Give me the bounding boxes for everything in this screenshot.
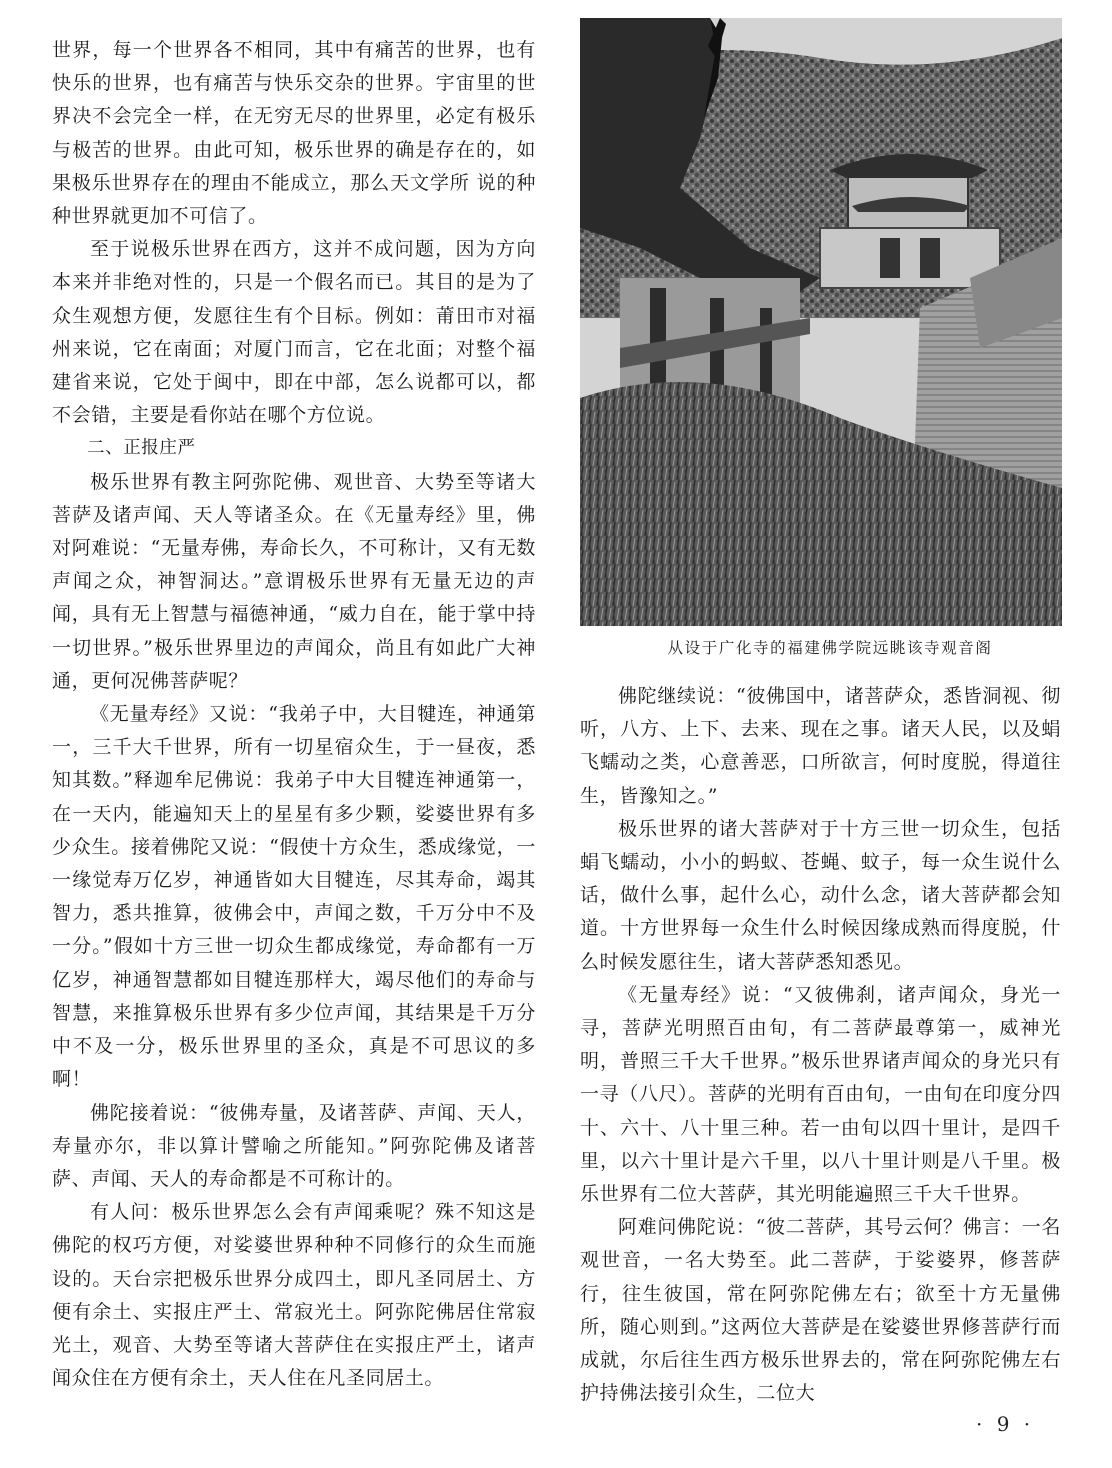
paragraph: 佛陀接着说：“彼佛寿量，及诸菩萨、声闻、天人，寿量亦尔，非以算计譬喻之所能知。”阿弥陀佛及诸菩萨、声闻、天人的寿命都是不可称计的。 xyxy=(52,1101,536,1190)
paragraph: 极乐世界的诸大菩萨对于十方三世一切众生，包括蜎飞蠕动，小小的蚂蚁、苍蝇、蚊子，每一众生说什么话，做什么事，起什么心，动什么念，诸大菩萨都会知道。十方世界每一众生什么时候因缘成熟而得度脱，什么时候发愿往生，诸大菩萨悉知悉见。 xyxy=(580,817,1061,973)
paragraph: 极乐世界有教主阿弥陀佛、观世音、大势至等诸大菩萨及诸声闻、天人等诸圣众。在《无量寿经》里，佛对阿难说：“无量寿佛，寿命长久，不可称计，又有无数声闻之众，神智洞达。”意谓极乐世界有无量无边的声闻，具有无上智慧与福德神通，“威力自在，能于掌中持一切世界。”极乐世界里边的声闻众，尚且有如此广大神通，更何况佛菩萨呢？ xyxy=(52,470,536,692)
paragraph: 世界，每一个世界各不相同，其中有痛苦的世界，也有快乐的世界，也有痛苦与快乐交杂的世界。宇宙里的世界决不会完全一样，在无穷无尽的世界里，必定有极乐与极苦的世界。由此可知，极乐世界的确是存在的，如果极乐世界存在的理由不能成立，那么天文学所 说的种种世界就更加不可信了。 xyxy=(52,39,536,228)
temple-photo xyxy=(580,18,1062,626)
right-text-column xyxy=(580,680,1061,1410)
page-number: · 9 · xyxy=(976,1412,1035,1436)
photo-caption: 从设于广化寺的福建佛学院远眺该寺观音阁 xyxy=(667,639,993,657)
paragraph: 佛陀继续说：“彼佛国中，诸菩萨众，悉皆洞视、彻听，八方、上下、去来、现在之事。诸天人民，以及蜎飞蠕动之类，心意善恶，口所欲言，何时度脱，得道往生，皆豫知之。” xyxy=(580,685,1061,807)
paragraph: 至于说极乐世界在西方，这并不成问题，因为方向本来并非绝对性的，只是一个假名而已。其目的是为了众生观想方便，发愿往生有个目标。例如：莆田市对福州来说，它在南面；对厦门而言，它在北面；对整个福建省来说，它处于闽中，即在中部，怎么说都可以，都不会错，主要是看你站在哪个方位说。 xyxy=(52,238,536,427)
section-heading: 二、正报庄严 xyxy=(87,438,196,459)
paragraph: 有人问：极乐世界怎么会有声闻乘呢？殊不知这是佛陀的权巧方便，对娑婆世界种种不同修行的众生而施设的。天台宗把极乐世界分成四土，即凡圣同居土、方便有余土、实报庄严土、常寂光土。阿弥陀佛居住常寂光土，观音、大势至等诸大菩萨住在实报庄严土，诸声闻众住在方便有余土，天人住在凡圣同居土。 xyxy=(52,1201,536,1390)
paragraph: 阿难问佛陀说：“彼二菩萨，其号云何？佛言：一名观世音，一名大势至。此二菩萨，于娑婆界，修菩萨行，往生彼国，常在阿弥陀佛左右；欲至十方无量佛所，随心则到。”这两位大菩萨是在娑婆世界修菩萨行而成就，尔后往生西方极乐世界去的，常在阿弥陀佛左右护持佛法接引众生，二位大 xyxy=(580,1216,1061,1405)
paragraph: 《无量寿经》说：“又彼佛刹，诸声闻众，身光一寻，菩萨光明照百由旬，有二菩萨最尊第一，威神光明，普照三千大千世界。”极乐世界诸声闻众的身光只有一寻（八尺）。菩萨的光明有百由旬，一由旬在印度分四十、六十、八十里三种。若一由旬以四十里计，是四千里，以六十里计是六千里，以八十里计则是八千里。极乐世界有二位大菩萨，其光明能遍照三千大千世界。 xyxy=(580,983,1061,1206)
paragraph: 《无量寿经》又说：“我弟子中，大目犍连，神通第一，三千大千世界，所有一切星宿众生，于一昼夜，悉知其数。”释迦牟尼佛说：我弟子中大目犍连神通第一，在一天内，能遍知天上的星星有多少颗，娑婆世界有多少众生。接着佛陀又说：“假使十方众生，悉成缘觉，一一缘觉寿万亿岁，神通皆如大目犍连，尽其寿命，竭其智力，悉共推算，彼佛会中，声闻之数，千万分中不及一分。”假如十方三世一切众生都成缘觉，寿命都有一万亿岁，神通智慧都如目犍连那样大，竭尽他们的寿命与智慧，来推算极乐世界有多少位声闻，其结果是千万分中不及一分，极乐世界里的圣众，真是不可思议的多啊！ xyxy=(52,703,536,1091)
left-text-column xyxy=(52,34,536,1395)
